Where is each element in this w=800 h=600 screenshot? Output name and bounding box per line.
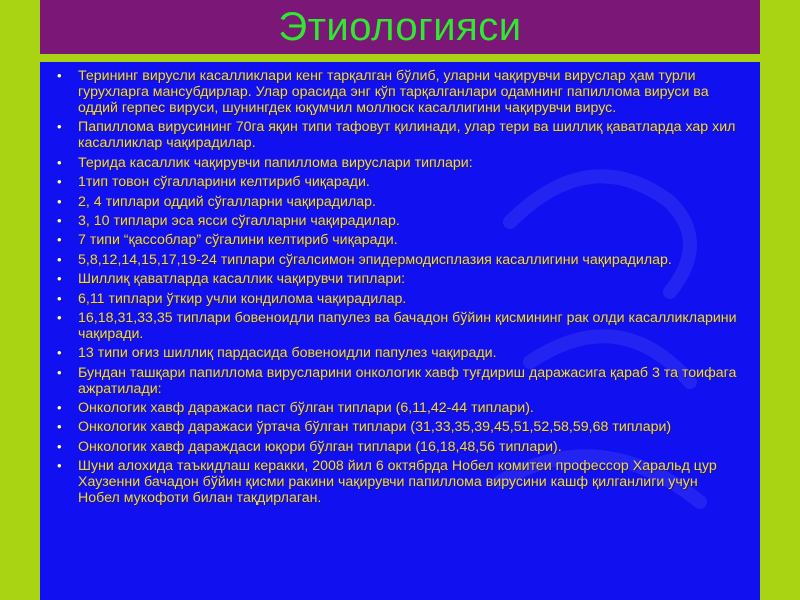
bullet-dot-icon: • (57, 290, 62, 306)
bullet-text: 6,11 типлари ўткир учли кондилома чақирадилар. (78, 290, 407, 307)
title-bar (40, 0, 760, 54)
bullet-item (56, 119, 738, 151)
bullet-text: Бундан ташқари папиллома вирусларини онкологик хавф туғдириш даражасига қараб 3 та тоифага ажратилади: (78, 364, 737, 397)
bullet-dot-icon: • (57, 438, 62, 454)
bullet-text: 2, 4 типлари оддий сўгалларни чақирадилар. (78, 193, 376, 210)
bullet-item (56, 458, 738, 506)
bullet-text: Папиллома вирусининг 70га яқин типи тафовут қилинади, улар тери ва шиллиқ қаватларда хар хил касалликлар чақирадилар. (78, 119, 736, 152)
bullet-dot-icon: • (57, 251, 62, 267)
bullet-text: 16,18,31,33,35 типлари бовеноидли папулез ва бачадон бўйин қисмининг рак олди касалликларини чақиради. (78, 309, 737, 342)
bullet-list (56, 68, 738, 506)
bullet-text: 13 типи оғиз шиллиқ пардасида бовеноидли папулез чақиради. (78, 345, 497, 362)
bullet-dot-icon: • (57, 193, 62, 209)
bullet-item (56, 68, 738, 116)
bullet-dot-icon: • (57, 400, 62, 416)
bullet-text: Терининг вирусли касалликлари кенг тарқалган бўлиб, уларни чақирувчи вируслар ҳам турли гурухларга мансубдирлар. Улар орасида энг кўп тарқалганлари одамнинг папиллома вируси ва оддий герпес вируси, шунингдек юқумчил моллюск касаллигини чақирувчи вирус. (78, 68, 709, 116)
bullet-dot-icon: • (57, 309, 62, 325)
bullet-item (56, 194, 738, 210)
bullet-item (56, 213, 738, 229)
bullet-dot-icon: • (57, 119, 62, 135)
bullet-item (56, 155, 738, 171)
slide-title: Этиологияси (278, 5, 522, 49)
bullet-dot-icon: • (57, 174, 62, 190)
bullet-item (56, 271, 738, 287)
bullet-item (56, 419, 738, 435)
bullet-text: Онкологик хавф дараждаси юқори бўлган типлари (16,18,48,56 типлари). (78, 438, 562, 455)
bullet-item (56, 365, 738, 397)
bullet-item (56, 310, 738, 342)
bullet-item (56, 439, 738, 455)
bullet-dot-icon: • (57, 212, 62, 228)
bullet-text: 5,8,12,14,15,17,19-24 типлари сўгалсимон эпидермодисплазия касаллигини чақирадилар. (78, 251, 672, 268)
bullet-text: 1тип товон сўгалларини келтириб чиқаради. (78, 174, 370, 191)
slide-content (40, 62, 760, 600)
bullet-text: Терида касаллик чақирувчи папиллома вируслари типлари: (78, 154, 473, 171)
bullet-text: Онкологик хавф даражаси ўртача бўлган типлари (31,33,35,39,45,51,52,58,59,68 типлари) (78, 419, 672, 436)
bullet-text: Шиллиқ қаватларда касаллик чақирувчи типлари: (78, 271, 406, 288)
bullet-item (56, 345, 738, 361)
bullet-item (56, 174, 738, 190)
bullet-dot-icon: • (57, 364, 62, 380)
bullet-dot-icon: • (57, 154, 62, 170)
bullet-text: 7 типи “қассоблар” сўгалини келтириб чиқаради. (78, 232, 398, 249)
bullet-dot-icon: • (57, 419, 62, 435)
bullet-dot-icon: • (57, 458, 62, 474)
bullet-dot-icon: • (57, 68, 62, 83)
bullet-item (56, 232, 738, 248)
bullet-text: Онкологик хавф даражаси паст бўлган типлари (6,11,42-44 типлари). (78, 400, 534, 417)
bullet-dot-icon: • (57, 232, 62, 248)
bullet-dot-icon: • (57, 345, 62, 361)
bullet-text: 3, 10 типлари эса ясси сўгалларни чақирадилар. (78, 212, 400, 229)
bullet-dot-icon: • (57, 271, 62, 287)
bullet-text: Шуни алохида таъкидлаш керакки, 2008 йил 6 октябрда Нобел комитеи профессор Харальд цур Хаузенни бачадон бўйин қисми ракини чақирувчи папиллома вирусини кашф қилганлиги учун Нобел мукофоти билан тақдирлаган. (78, 458, 717, 507)
bullet-item (56, 252, 738, 268)
bullet-item (56, 400, 738, 416)
bullet-item (56, 291, 738, 307)
